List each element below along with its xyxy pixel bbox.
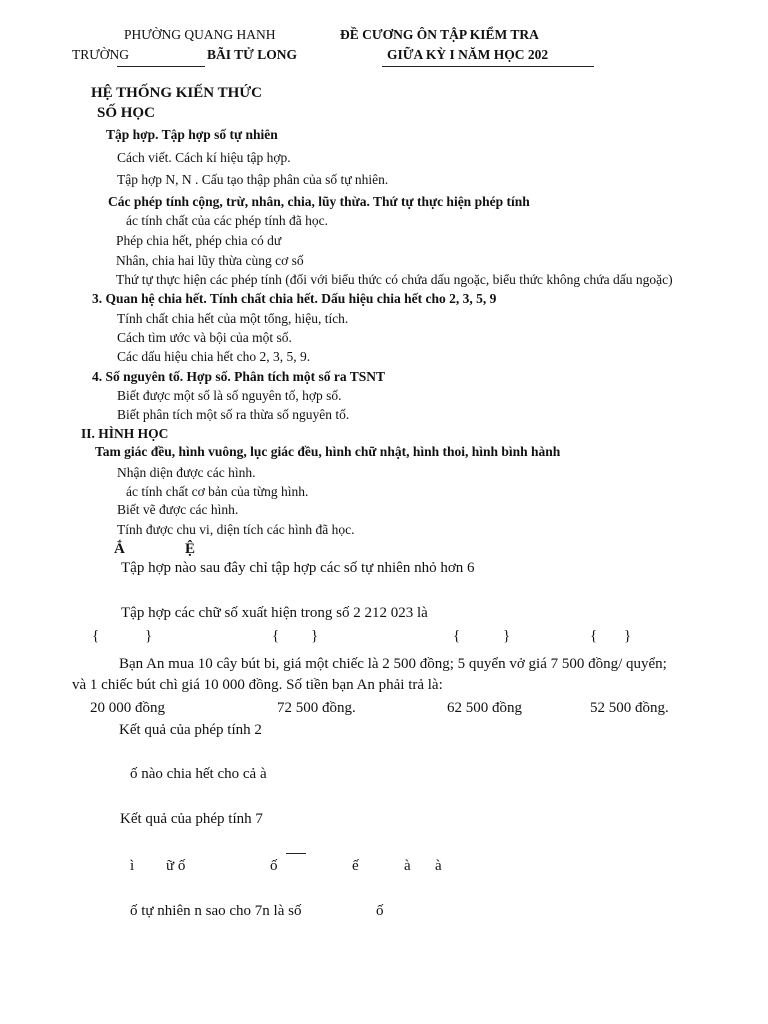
brace-close: }: [503, 628, 511, 644]
hinh-hoc-heading: Tam giác đều, hình vuông, lục giác đều, hình chữ nhật, hình thoi, hình bình hành: [95, 444, 561, 459]
so-hoc-heading-4: 4. Số nguyên tố. Hợp số. Phân tích một số ra TSNT: [92, 369, 386, 384]
question-7-part: à: [404, 858, 411, 874]
school-underline: [117, 66, 205, 67]
list-item: Nhân, chia hai lũy thừa cùng cơ số: [116, 253, 304, 268]
list-item: Biết vẽ được các hình.: [117, 502, 239, 517]
brace-close: }: [624, 628, 632, 644]
exercise-heading-b: Ệ: [185, 541, 196, 557]
brace-open: {: [453, 628, 461, 644]
question-7-part: à: [435, 858, 442, 874]
answer-option: 62 500 đồng: [447, 700, 522, 716]
question-5: ố nào chia hết cho cả à: [130, 766, 267, 782]
question-2: Tập hợp các chữ số xuất hiện trong số 2 212 023 là: [121, 605, 428, 621]
so-hoc-heading-3: 3. Quan hệ chia hết. Tính chất chia hết. Dấu hiệu chia hết cho 2, 3, 5, 9: [92, 291, 497, 306]
header-ward: PHƯỜNG QUANG HANH: [124, 27, 276, 42]
question-4: Kết quả của phép tính 2: [119, 722, 262, 738]
brace-open: {: [272, 628, 280, 644]
hinh-hoc-title: II. HÌNH HỌC: [81, 426, 169, 441]
question-7-part: ữ ố: [166, 858, 186, 874]
exercise-heading-a: Ắ: [114, 541, 125, 557]
brace-close: }: [311, 628, 319, 644]
so-hoc-title: SỐ HỌC: [97, 105, 155, 121]
list-item: Nhận diện được các hình.: [117, 465, 256, 480]
brace-close: }: [145, 628, 153, 644]
question-8-tail: ố: [376, 903, 384, 919]
question-1: Tập hợp nào sau đây chỉ tập hợp các số tự nhiên nhỏ hơn 6: [121, 560, 475, 576]
brace-open: {: [590, 628, 598, 644]
list-item: ác tính chất của các phép tính đã học.: [126, 213, 329, 228]
list-item: Thứ tự thực hiện các phép tính (đối với biểu thức có chứa dấu ngoặc, biểu thức không chứa dấu ngoặc): [116, 272, 673, 287]
question-7-part: ố: [270, 858, 278, 874]
so-hoc-heading-2: Các phép tính cộng, trừ, nhân, chia, lũy thừa. Thứ tự thực hiện phép tính: [108, 194, 530, 209]
title-underline: [382, 66, 594, 67]
question-3-line-1: Bạn An mua 10 cây bút bi, giá một chiếc là 2 500 đồng; 5 quyển vở giá 7 500 đồng/ quyển;: [119, 656, 667, 672]
question-3-line-2: và 1 chiếc bút chì giá 10 000 đồng. Số tiền bạn An phải trả là:: [72, 677, 443, 693]
header-school-label: TRƯỜNG: [72, 47, 129, 62]
list-item: ác tính chất cơ bản của từng hình.: [126, 484, 309, 499]
brace-open: {: [92, 628, 100, 644]
question-8: ố tự nhiên n sao cho 7n là số: [130, 903, 302, 919]
question-7-part: ế: [352, 858, 359, 874]
doc-title: ĐỀ CƯƠNG ÔN TẬP KIỂM TRA: [340, 27, 539, 42]
list-item: Tính chất chia hết của một tổng, hiệu, tích.: [117, 311, 349, 326]
list-item: Phép chia hết, phép chia có dư: [116, 233, 282, 248]
question-6: Kết quả của phép tính 7: [120, 811, 263, 827]
answer-option: 20 000 đồng: [90, 700, 165, 716]
section-heading: HỆ THỐNG KIẾN THỨC: [91, 85, 263, 101]
list-item: Cách viết. Cách kí hiệu tập hợp.: [117, 150, 291, 165]
answer-option: 52 500 đồng.: [590, 700, 669, 716]
list-item: Tính được chu vi, diện tích các hình đã học.: [117, 522, 355, 537]
header-school-name: BÃI TỬ LONG: [207, 47, 298, 62]
list-item: Các dấu hiệu chia hết cho 2, 3, 5, 9.: [117, 349, 311, 364]
answer-option: 72 500 đồng.: [277, 700, 356, 716]
doc-subtitle: GIỮA KỲ I NĂM HỌC 202: [387, 47, 549, 62]
list-item: Cách tìm ước và bội của một số.: [117, 330, 292, 345]
list-item: Biết phân tích một số ra thừa số nguyên tố.: [117, 407, 350, 422]
overline-mark: [286, 853, 306, 854]
so-hoc-heading-1: Tập hợp. Tập hợp số tự nhiên: [106, 127, 278, 142]
list-item: Tập hợp N, N . Cấu tạo thập phân của số tự nhiên.: [117, 172, 389, 187]
question-7-part: ì: [130, 858, 135, 874]
list-item: Biết được một số là số nguyên tố, hợp số.: [117, 388, 342, 403]
